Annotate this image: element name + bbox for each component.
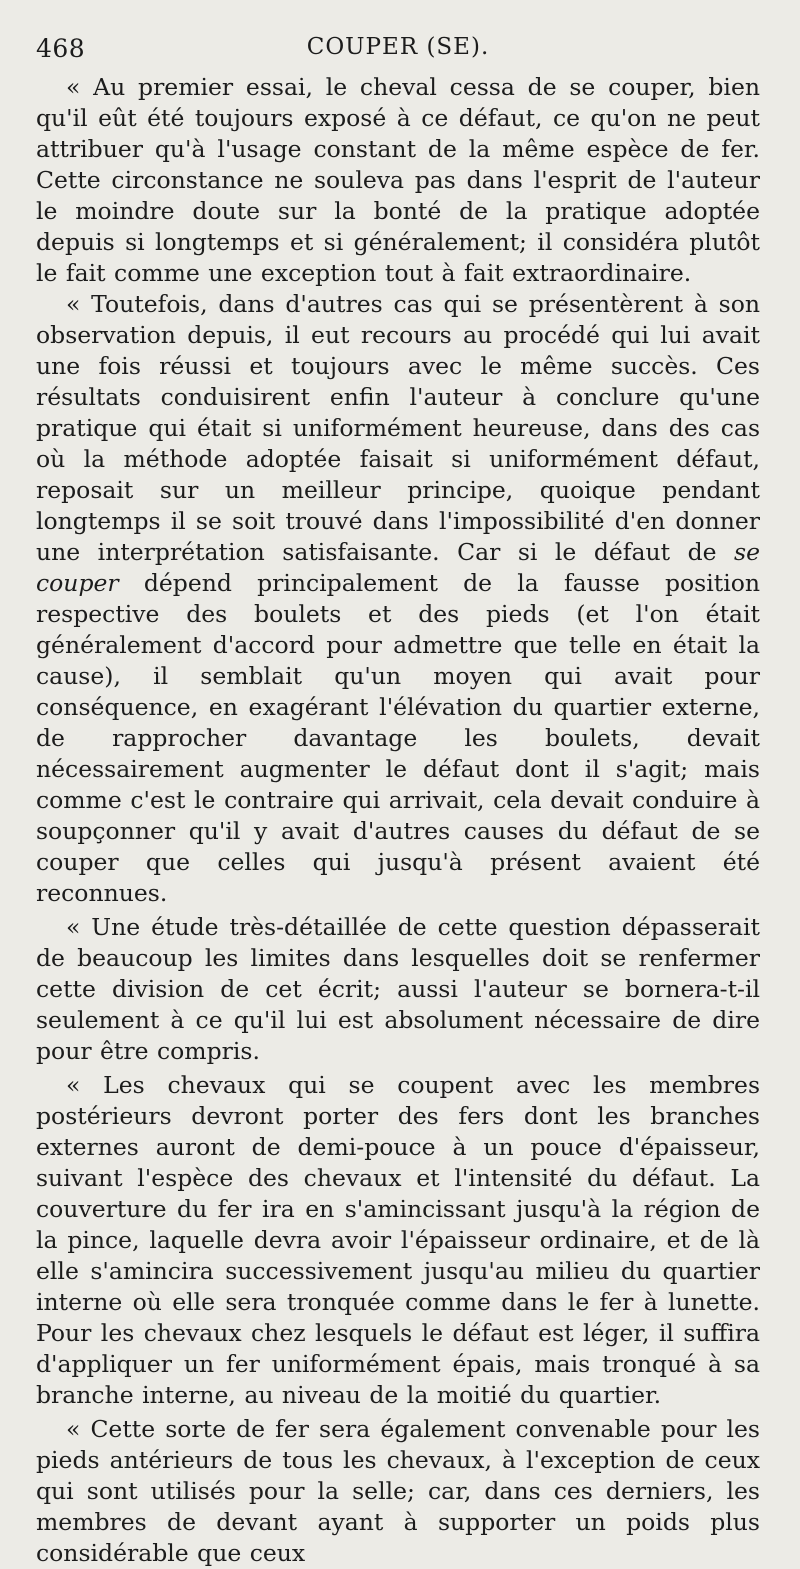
paragraph-3: « Une étude très-détaillée de cette question dépasserait de beaucoup les limites dans lesquelles doit se renfermer cette division de cet écrit; aussi l'auteur se bornera-t-il seulement à ce qu'il lui est absolument nécessaire de dire pour être compris. bbox=[36, 913, 760, 1065]
page-header bbox=[36, 28, 760, 72]
body-text bbox=[36, 72, 760, 1569]
paragraph-2-italic-term: se couper bbox=[36, 538, 760, 597]
running-head: COUPER (SE). bbox=[306, 34, 490, 60]
page-number: 468 bbox=[36, 34, 86, 63]
paragraph-5: « Cette sorte de fer sera également convenable pour les pieds antérieurs de tous les chevaux, à l'exception de ceux qui sont utilisés pour la selle; car, dans ces derniers, les membres de devant ayant à supporter un poids plus considérable que ceux bbox=[36, 1415, 760, 1567]
paragraph-1: « Au premier essai, le cheval cessa de se couper, bien qu'il eût été toujours exposé à ce défaut, ce qu'on ne peut attribuer qu'à l'usage constant de la même espèce de fer. Cette circonstance ne souleva pas dans l'esprit de l'auteur le moindre doute sur la bonté de la pratique adoptée depuis si longtemps et si généralement; il considéra plutôt le fait comme une exception tout à fait extraordinaire. bbox=[36, 73, 760, 287]
paragraph-2-part-2: dépend principalement de la fausse position respective des boulets et des pieds (et l'on était généralement d'accord pour admettre que telle en était la cause), il semblait qu'un moyen qui avait pour conséquence, en exagérant l'élévation du quartier externe, de rapprocher davantage les boulets, devait nécessairement augmenter le défaut dont il s'agit; mais comme c'est le contraire qui arrivait, cela devait conduire à soupçonner qu'il y avait d'autres causes du défaut de se couper que celles qui jusqu'à présent avaient été reconnues. bbox=[36, 569, 760, 907]
paragraph-2 bbox=[36, 289, 760, 909]
paragraph-4: « Les chevaux qui se coupent avec les membres postérieurs devront porter des fers dont les branches externes auront de demi-pouce à un pouce d'épaisseur, suivant l'espèce des chevaux et l'intensité du défaut. La couverture du fer ira en s'amincissant jusqu'à la région de la pince, laquelle devra avoir l'épaisseur ordinaire, et de là elle s'amincira successivement jusqu'au milieu du quartier interne où elle sera tronquée comme dans le fer à lunette. Pour les chevaux chez lesquels le défaut est léger, il suffira d'appliquer un fer uniformément épais, mais tronqué à sa branche interne, au niveau de la moitié du quartier. bbox=[36, 1071, 760, 1409]
paragraph-2-part-1: « Toutefois, dans d'autres cas qui se présentèrent à son observation depuis, il eut recours au procédé qui lui avait une fois réussi et toujours avec le même succès. Ces résultats conduisirent enfin l'auteur à conclure qu'une pratique qui était si uniformément heureuse, dans des cas où la méthode adoptée faisait si uniformément défaut, reposait sur un meilleur principe, quoique pendant longtemps il se soit trouvé dans l'impossibilité d'en donner une interprétation satisfaisante. Car si le défaut de bbox=[36, 290, 760, 566]
